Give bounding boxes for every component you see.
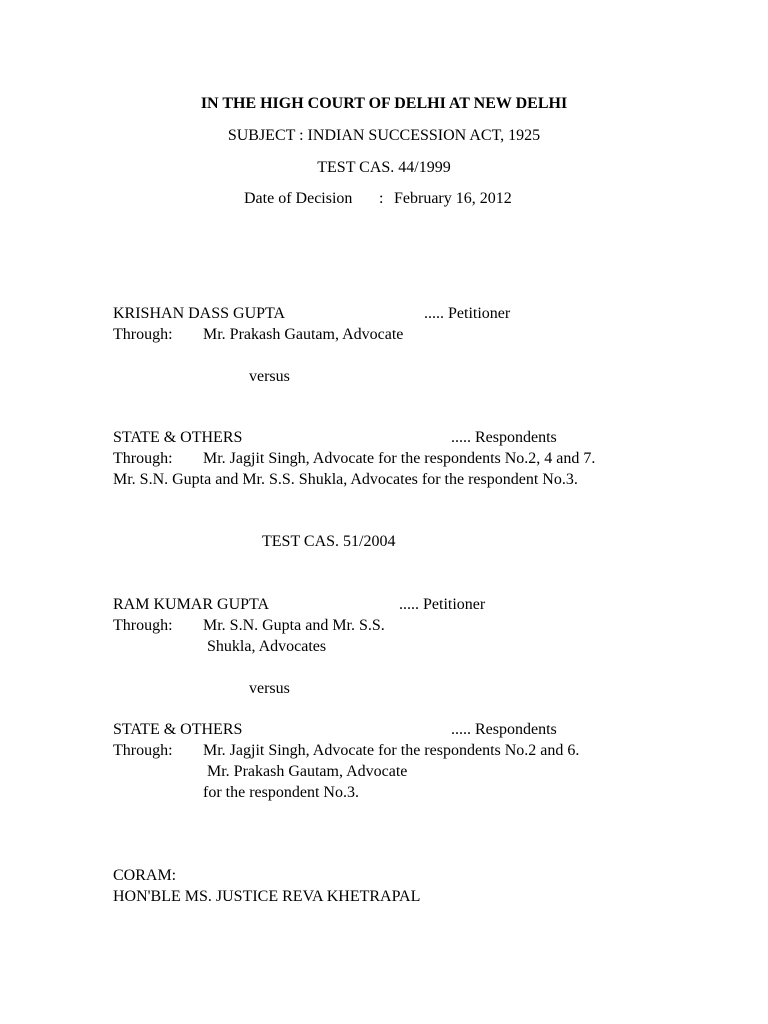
case2-respondent-name: STATE & OTHERS [113, 721, 243, 738]
case2-petitioner-through-label: Through: [113, 617, 173, 634]
case2-petitioner-counsel-1: Mr. S.N. Gupta and Mr. S.S. [203, 617, 385, 634]
subject-line: SUBJECT : INDIAN SUCCESSION ACT, 1925 [227, 127, 541, 144]
case1-respondent-through-label: Through: [113, 450, 173, 467]
case2-respondent-role: ..... Respondents [451, 721, 557, 738]
coram-label: CORAM: [113, 867, 177, 884]
case2-respondent-counsel-3: for the respondent No.3. [203, 784, 359, 801]
date-label: Date of Decision [244, 190, 353, 207]
case2-petitioner-role: ..... Petitioner [399, 596, 486, 613]
case1-versus: versus [249, 368, 290, 385]
case1-petitioner-role: ..... Petitioner [424, 305, 511, 322]
date-value: February 16, 2012 [394, 190, 512, 207]
case1-petitioner-counsel: Mr. Prakash Gautam, Advocate [203, 326, 404, 343]
coram-judge: HON'BLE MS. JUSTICE REVA KHETRAPAL [113, 888, 421, 905]
date-separator: : [379, 190, 384, 207]
case2-case-number: TEST CAS. 51/2004 [262, 533, 396, 550]
case1-respondent-counsel-2: Mr. S.N. Gupta and Mr. S.S. Shukla, Advocates for the respondent No.3. [113, 471, 578, 488]
court-title: IN THE HIGH COURT OF DELHI AT NEW DELHI [200, 95, 568, 112]
case1-petitioner-through-label: Through: [113, 326, 173, 343]
case2-respondent-counsel-1: Mr. Jagjit Singh, Advocate for the respondents No.2 and 6. [203, 742, 580, 759]
case2-respondent-through-label: Through: [113, 742, 173, 759]
case1-respondent-name: STATE & OTHERS [113, 429, 243, 446]
case-number: TEST CAS. 44/1999 [317, 159, 451, 176]
case2-respondent-counsel-2: Mr. Prakash Gautam, Advocate [207, 763, 408, 780]
case1-respondent-role: ..... Respondents [451, 429, 557, 446]
case1-respondent-counsel-1: Mr. Jagjit Singh, Advocate for the respondents No.2, 4 and 7. [203, 450, 596, 467]
case1-petitioner-name: KRISHAN DASS GUPTA [113, 305, 286, 322]
case2-petitioner-name: RAM KUMAR GUPTA [113, 596, 270, 613]
case2-versus: versus [249, 680, 290, 697]
case2-petitioner-counsel-2: Shukla, Advocates [207, 638, 327, 655]
